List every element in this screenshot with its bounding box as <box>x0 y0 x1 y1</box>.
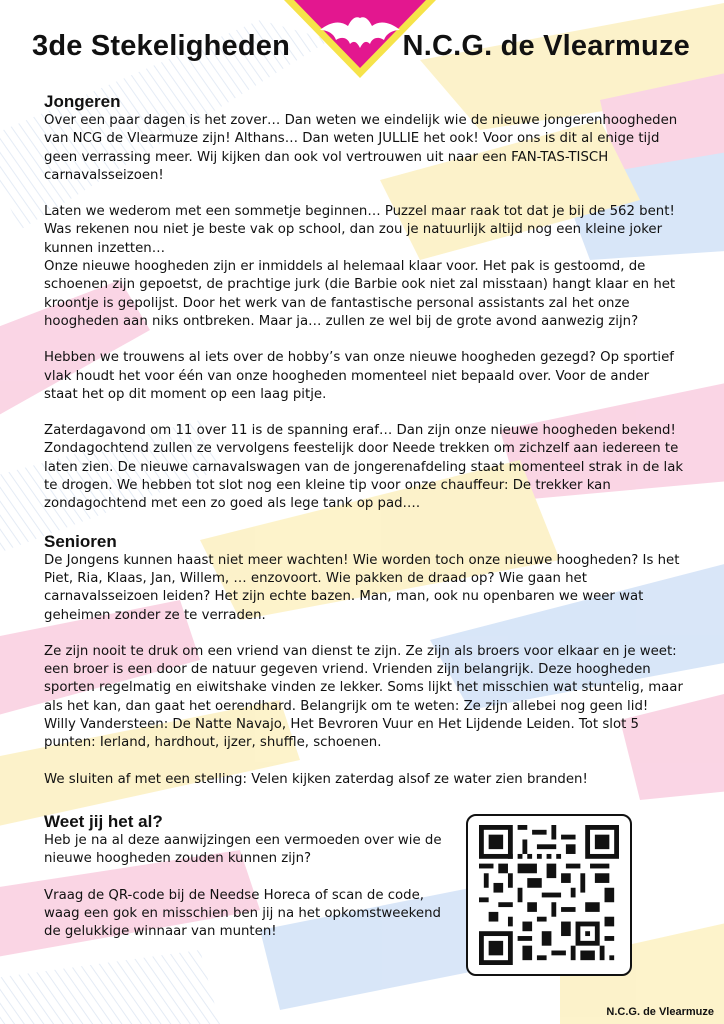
main-content <box>44 92 684 807</box>
paragraph: Vraag de QR-code bij de Needse Horeca of scan de code, waag een gok en misschien ben jij na het opkomstweekend de gelukkige winnaar van munten! <box>44 887 441 940</box>
section-weet-jij-het-al <box>44 812 454 959</box>
heading-jongeren: Jongeren <box>44 92 121 111</box>
paragraph: We sluiten af met een stelling: Velen kijken zaterdag alsof ze water zien branden! <box>44 771 588 787</box>
paragraph: Heb je na al deze aanwijzingen een vermoeden over wie de nieuwe hoogheden zouden kunnen zijn? <box>44 833 442 867</box>
paragraph: Laten we wederom met een sommetje beginnen… Puzzel maar raak tot dat je bij de 562 bent! Was rekenen nou niet je beste vak op school, dan zou je natuurlijk altijd nog een kleine joker kunnen inzetten… <box>44 204 675 256</box>
footer-brand: N.C.G. de Vlearmuze <box>606 1006 714 1018</box>
qr-code-frame[interactable] <box>466 814 632 976</box>
paragraph: De Jongens kunnen haast niet meer wachten! Wie worden toch onze nieuwe hoogheden? Is het Piet, Ria, Klaas, Jan, Willem, … enzovoort. Wie pakken de draad op? Wie gaan het carnavalsseizoen leiden? Het zijn echte bazen. Man, man, ook nu openbaren we weer wat geheimen zonder ze te verraden. <box>44 552 680 623</box>
paragraph: Onze nieuwe hoogheden zijn er inmiddels al helemaal klaar voor. Het pak is gestoomd, de schoenen zijn gepoetst, de prachtige jurk (die Barbie ook niet zal misstaan) hangt klaar en het kroontje is gepolijst. Door het werk van de fantastische personal assistants zal het onze hoogheden aan niks ontbreken. Maar ja… zullen ze wel bij de grote avond aanwezig zijn? <box>44 259 676 329</box>
paragraph: Zaterdagavond om 11 over 11 is de spanning eraf… Dan zijn onze nieuwe hoogheden bekend! Zondagochtend zullen ze vervolgens feestelijk door Neede trekken om zichzelf aan iedereen te laten zien. De nieuwe carnavalswagen van de jongerenafdeling staat momenteel strak in de lak te drogen. We hebben tot slot nog een kleine tip voor onze chauffeur: De trekker kan zondagochtend met een zo goed als lege tank op pad…. <box>44 423 684 512</box>
paragraph: Hebben we trouwens al iets over de hobby’s van onze nieuwe hoogheden gezegd? Op sportief vlak houdt het voor één van onze hoogheden momenteel niet bepaald over. Voor de ander staat het op dit moment op een laag pitje. <box>44 350 674 402</box>
section-jongeren <box>44 92 684 514</box>
paragraph: Over een paar dagen is het zover… Dan weten we eindelijk wie de nieuwe jongerenhoogheden van NCG de Vlearmuze zijn! Althans… Dan weten JULLIE het ook! Voor ons is dit al enige tijd geen verrassing meer. Wij kijken dan ook vol vertrouwen uit naar een FAN-TAS-TISCH carnavalsseizoen! <box>44 113 678 183</box>
header-left-title: 3de Stekeligheden <box>32 30 291 62</box>
section-senioren <box>44 532 684 789</box>
heading-senioren: Senioren <box>44 531 117 551</box>
header-right-title: N.C.G. de Vlearmuze <box>402 30 690 62</box>
qr-code-icon[interactable] <box>479 825 619 965</box>
heading-weet: Weet jij het al? <box>44 812 163 831</box>
paragraph: Ze zijn nooit te druk om een vriend van dienst te zijn. Ze zijn als broers voor elkaar en je weet: een broer is een door de natuur gegeven vriend. Vrienden zijn belangrijk. Deze hoogheden sporten regelmatig en eiwitshake vinden ze lekker. Soms lijkt het misschien wat stuntelig, maar als het kan, dan gaat het oerendhard. Belangrijk om te weten: Ze zijn allebei nog geen lid! Willy Vandersteen: De Natte Navajo, Het Bevroren Vuur en Het Lijdende Leiden. Tot slot 5 punten: Ierland, hardhout, ijzer, shuffle, schoenen. <box>44 643 683 751</box>
